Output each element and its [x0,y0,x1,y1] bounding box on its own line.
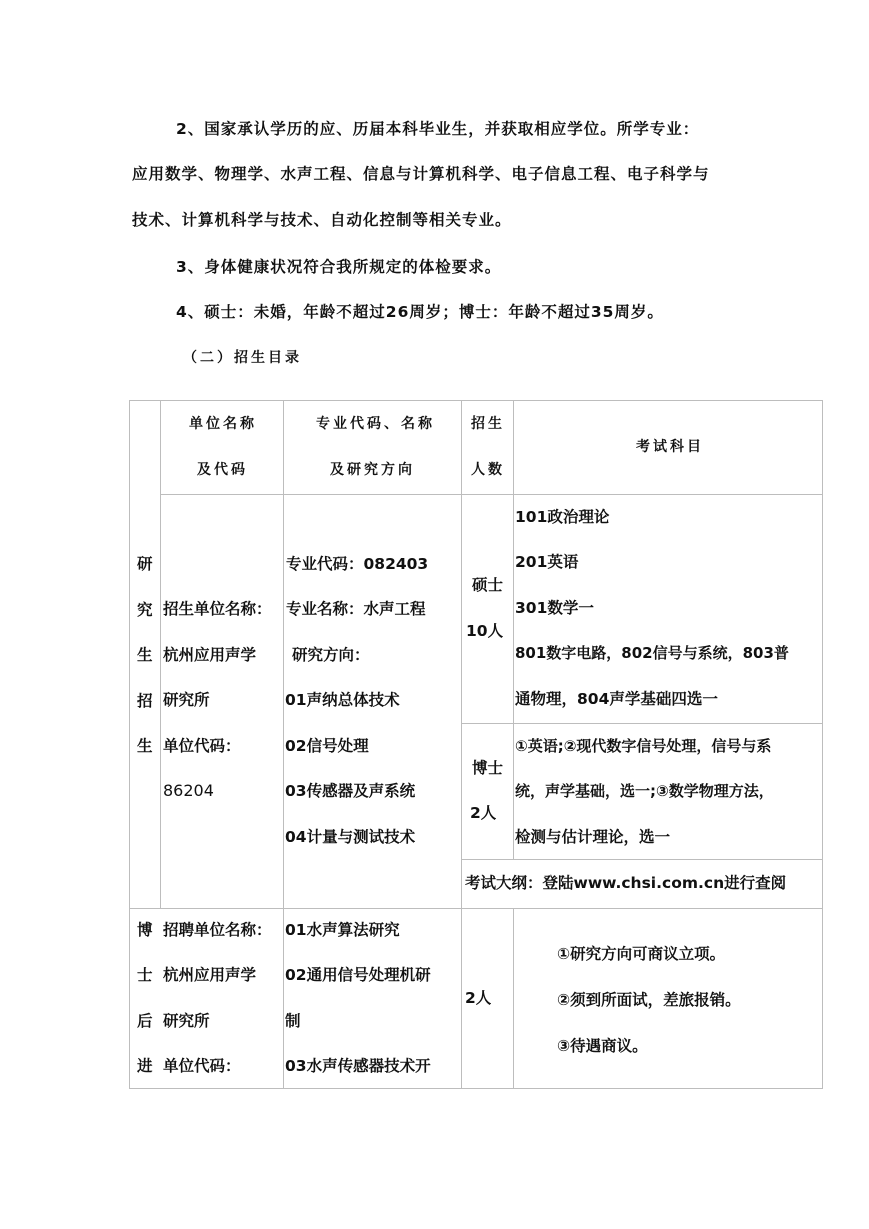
master-exam-line: 101政治理论 [515,508,610,526]
master-exam-line: 通物理，804声学基础四选一 [515,690,718,708]
postdoc-unit-line: 招聘单位名称： [163,921,272,939]
grid-line [160,401,161,908]
grad-category-char: 研 [137,555,153,573]
grid-line [461,401,462,1088]
paragraph-2-line-2: 应用数学、物理学、水声工程、信息与计算机科学、电子信息工程、电子科学与 [132,165,710,183]
postdoc-count: 2人 [465,989,492,1007]
grad-major-line: 04计量与测试技术 [285,828,416,846]
postdoc-unit-line: 杭州应用声学 [163,966,257,984]
grad-unit-line: 研究所 [163,691,210,709]
grad-unit-line: 单位代码： [163,737,241,755]
postdoc-category-char: 士 [137,966,153,984]
header-unit-line-1: 单位名称 [189,416,257,432]
grad-major-line: 专业名称：水声工程 [286,600,426,618]
grad-category-char: 生 [137,646,153,664]
postdoc-major-line: 03水声传感器技术开 [285,1057,431,1075]
grad-category-char: 生 [137,737,153,755]
grad-category-char: 究 [137,601,153,619]
grid-line [283,401,284,1088]
grid-line [130,908,822,909]
postdoc-major-line: 制 [285,1012,301,1030]
header-major-line-1: 专业代码、名称 [316,416,435,432]
paragraph-2-line-3: 技术、计算机科学与技术、自动化控制等相关专业。 [132,211,512,229]
grad-unit-line: 招生单位名称： [163,600,272,618]
grad-category-char: 招 [137,692,153,710]
header-exam-subjects: 考试科目 [636,439,704,455]
grid-line [513,908,514,1088]
postdoc-unit-line: 单位代码： [163,1057,241,1075]
phd-exam-line: 检测与估计理论，选一 [515,828,671,846]
master-exam-line: 301数学一 [515,599,594,617]
postdoc-major-line: 02通用信号处理机研 [285,966,431,984]
postdoc-note: ③待遇商议。 [557,1037,648,1055]
section-heading: （二）招生目录 [183,350,302,366]
header-unit-line-2: 及代码 [197,462,248,478]
paragraph-4: 4、硕士：未婚，年龄不超过26周岁；博士：年龄不超过35周岁。 [176,303,664,321]
grad-major-line: 03传感器及声系统 [285,782,416,800]
phd-exam-line: ①英语;②现代数字信号处理，信号与系 [515,737,772,755]
grad-major-line: 专业代码：082403 [286,555,429,573]
master-count-value: 10人 [466,622,504,640]
paragraph-2-line-1: 2、国家承认学历的应、历届本科毕业生，并获取相应学位。所学专业： [176,120,700,138]
postdoc-category-char: 博 [137,921,153,939]
exam-syllabus-note: 考试大纲：登陆www.chsi.com.cn进行查阅 [465,874,787,892]
master-count-label: 硕士 [472,576,504,594]
grad-major-line: 研究方向： [292,646,370,664]
phd-count-value: 2人 [470,804,497,822]
grid-line [513,401,514,859]
phd-count-label: 博士 [472,759,504,777]
header-count-line-1: 招生 [471,416,505,432]
phd-exam-line: 统，声学基础，选一;③数学物理方法， [515,782,774,800]
paragraph-3: 3、身体健康状况符合我所规定的体检要求。 [176,258,502,276]
grad-unit-line: 杭州应用声学 [163,646,257,664]
header-count-line-2: 人数 [471,462,505,478]
postdoc-note: ②须到所面试，差旅报销。 [557,991,741,1009]
grad-major-line: 01声纳总体技术 [285,691,400,709]
grad-major-line: 02信号处理 [285,737,369,755]
postdoc-category-char: 进 [137,1057,153,1075]
grid-line [160,494,822,495]
master-exam-line: 801数字电路，802信号与系统，803普 [515,644,789,662]
postdoc-category-char: 后 [137,1012,153,1030]
master-exam-line: 201英语 [515,553,579,571]
header-major-line-2: 及研究方向 [330,462,415,478]
postdoc-major-line: 01水声算法研究 [285,921,400,939]
grad-unit-code: 86204 [163,781,214,800]
grid-line [461,859,822,860]
postdoc-unit-line: 研究所 [163,1012,210,1030]
grid-line [461,723,822,724]
postdoc-note: ①研究方向可商议立项。 [557,945,726,963]
